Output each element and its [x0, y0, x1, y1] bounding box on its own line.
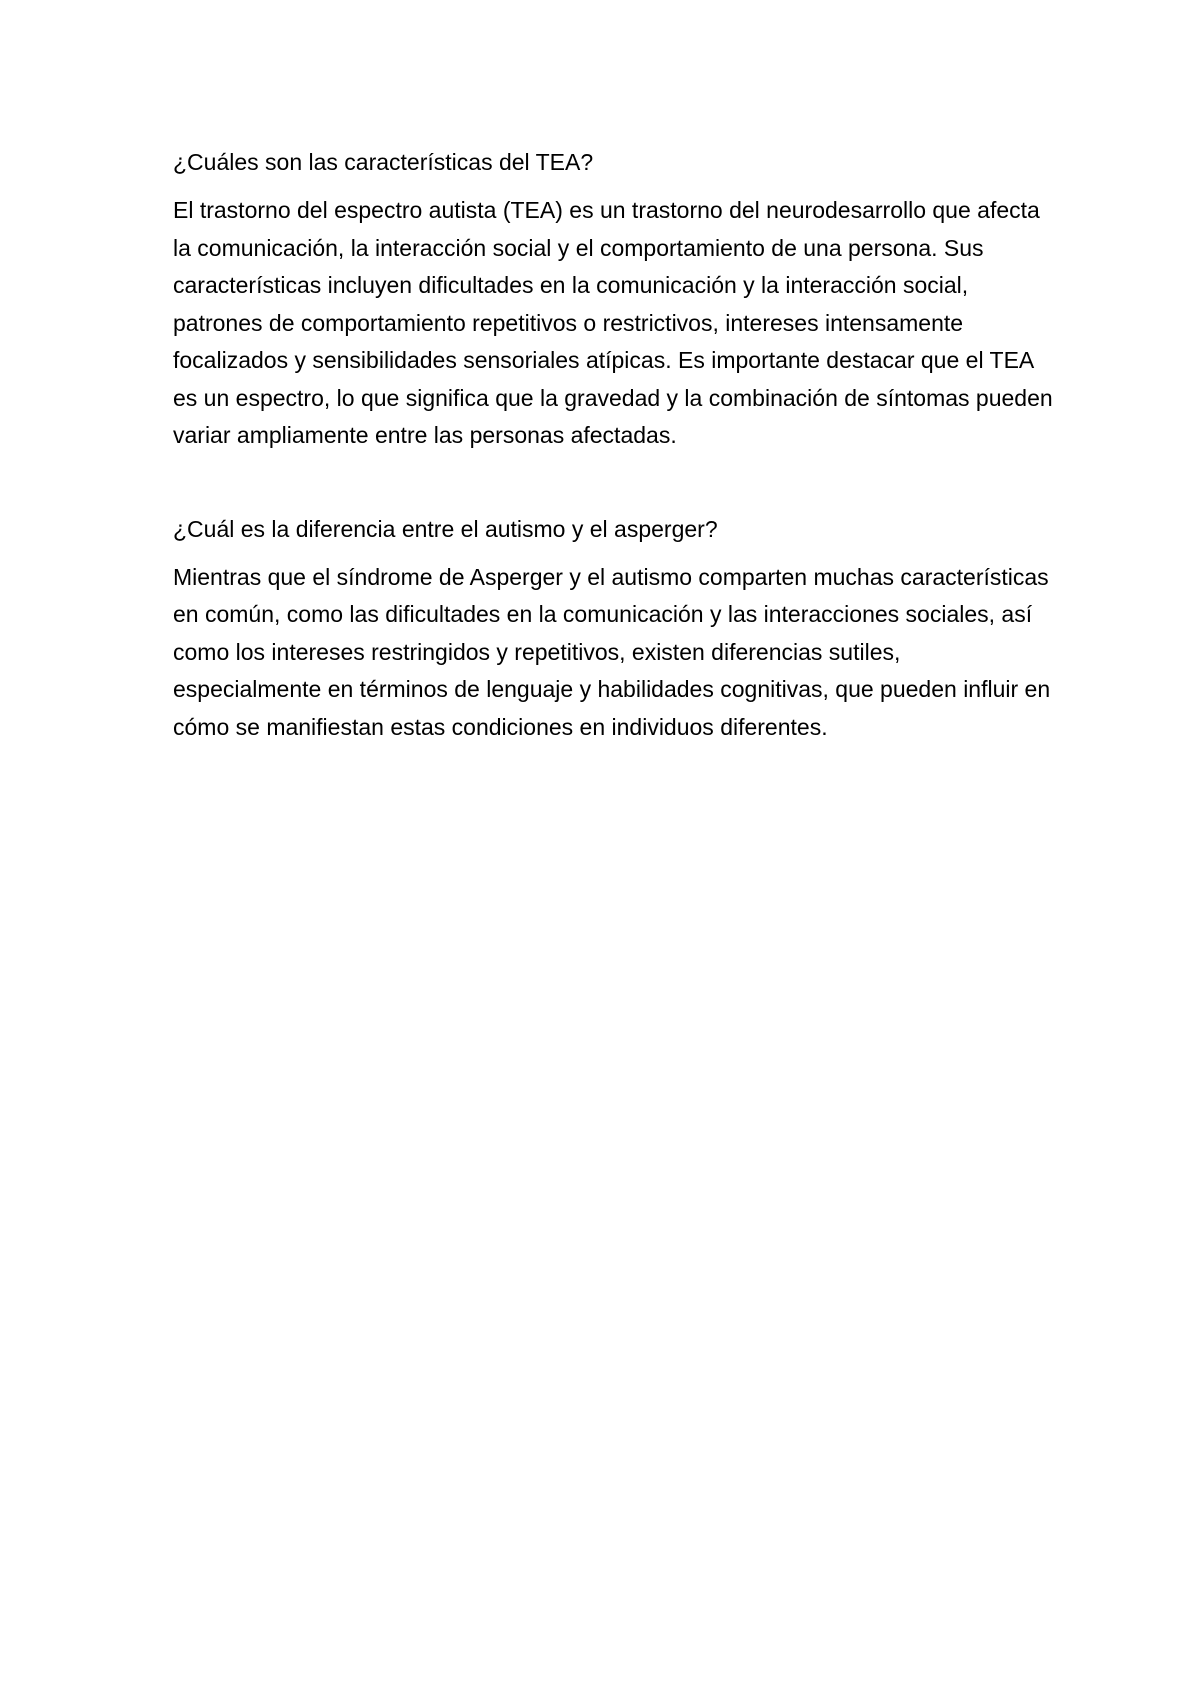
document-content	[173, 146, 1053, 746]
section-tea-characteristics	[173, 146, 1053, 455]
answer-paragraph: Mientras que el síndrome de Asperger y el autismo comparten muchas características en común, como las dificultades en la comunicación y las interacciones sociales, así como los intereses restringidos y repetitivos, existen diferencias sutiles, especialmente en términos de lenguaje y habilidades cognitivas, que pueden influir en cómo se manifiestan estas condiciones en individuos diferentes.	[173, 563, 1051, 740]
question-heading: ¿Cuál es la diferencia entre el autismo y el asperger?	[173, 515, 718, 542]
question-heading: ¿Cuáles son las características del TEA?	[173, 149, 594, 175]
answer-paragraph: El trastorno del espectro autista (TEA) es un trastorno del neurodesarrollo que afecta la comunicación, la interacción social y el comportamiento de una persona. Sus características incluyen dificultades en la comunicación y la interacción social, patrones de comportamiento repetitivos o restrictivos, intereses intensamente focalizados y sensibilidades sensoriales atípicas. Es importante destacar que el TEA es un espectro, lo que significa que la gravedad y la combinación de síntomas pueden variar ampliamente entre las personas afectadas.	[173, 197, 1053, 448]
section-autism-asperger-difference	[173, 513, 1053, 747]
